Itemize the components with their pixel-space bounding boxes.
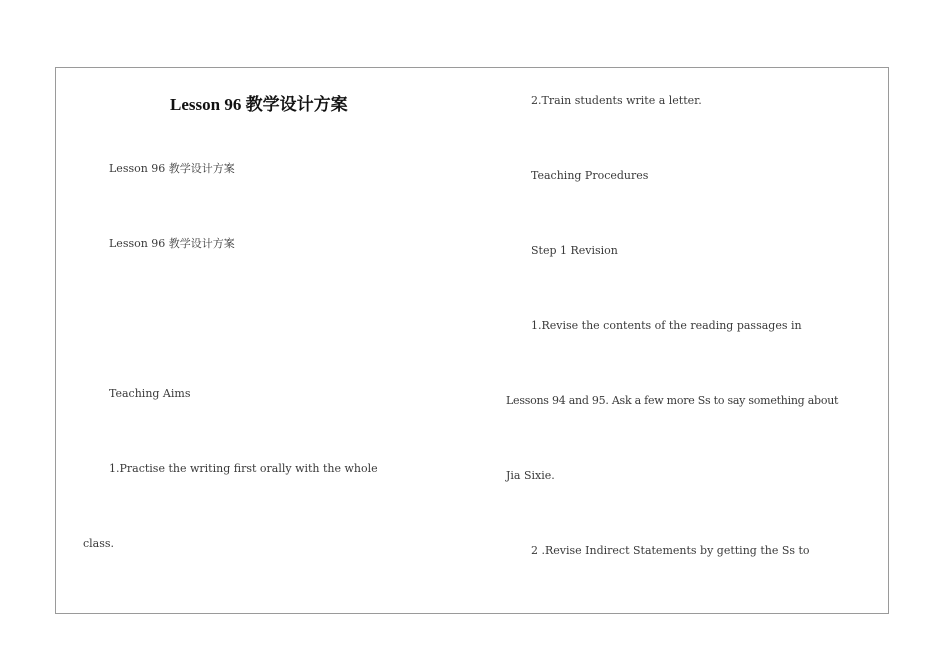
left-line-3: Teaching Aims: [109, 387, 191, 400]
right-line-1: 2.Train students write a letter.: [531, 94, 702, 107]
right-line-6: Jia Sixie.: [506, 469, 555, 482]
right-line-3: Step 1 Revision: [531, 244, 618, 257]
right-line-2: Teaching Procedures: [531, 169, 649, 182]
right-line-5: Lessons 94 and 95. Ask a few more Ss to say something about: [506, 394, 839, 407]
right-line-7: 2 .Revise Indirect Statements by getting the Ss to: [531, 544, 810, 557]
left-line-4: 1.Practise the writing first orally with the whole: [109, 462, 378, 475]
document-title: Lesson 96 教学设计方案: [170, 95, 348, 114]
page-frame: [55, 67, 889, 614]
left-line-1: Lesson 96 教学设计方案: [109, 162, 235, 175]
right-line-4: 1.Revise the contents of the reading passages in: [531, 319, 802, 332]
left-line-5: class.: [83, 537, 115, 550]
left-line-2: Lesson 96 教学设计方案: [109, 237, 235, 250]
